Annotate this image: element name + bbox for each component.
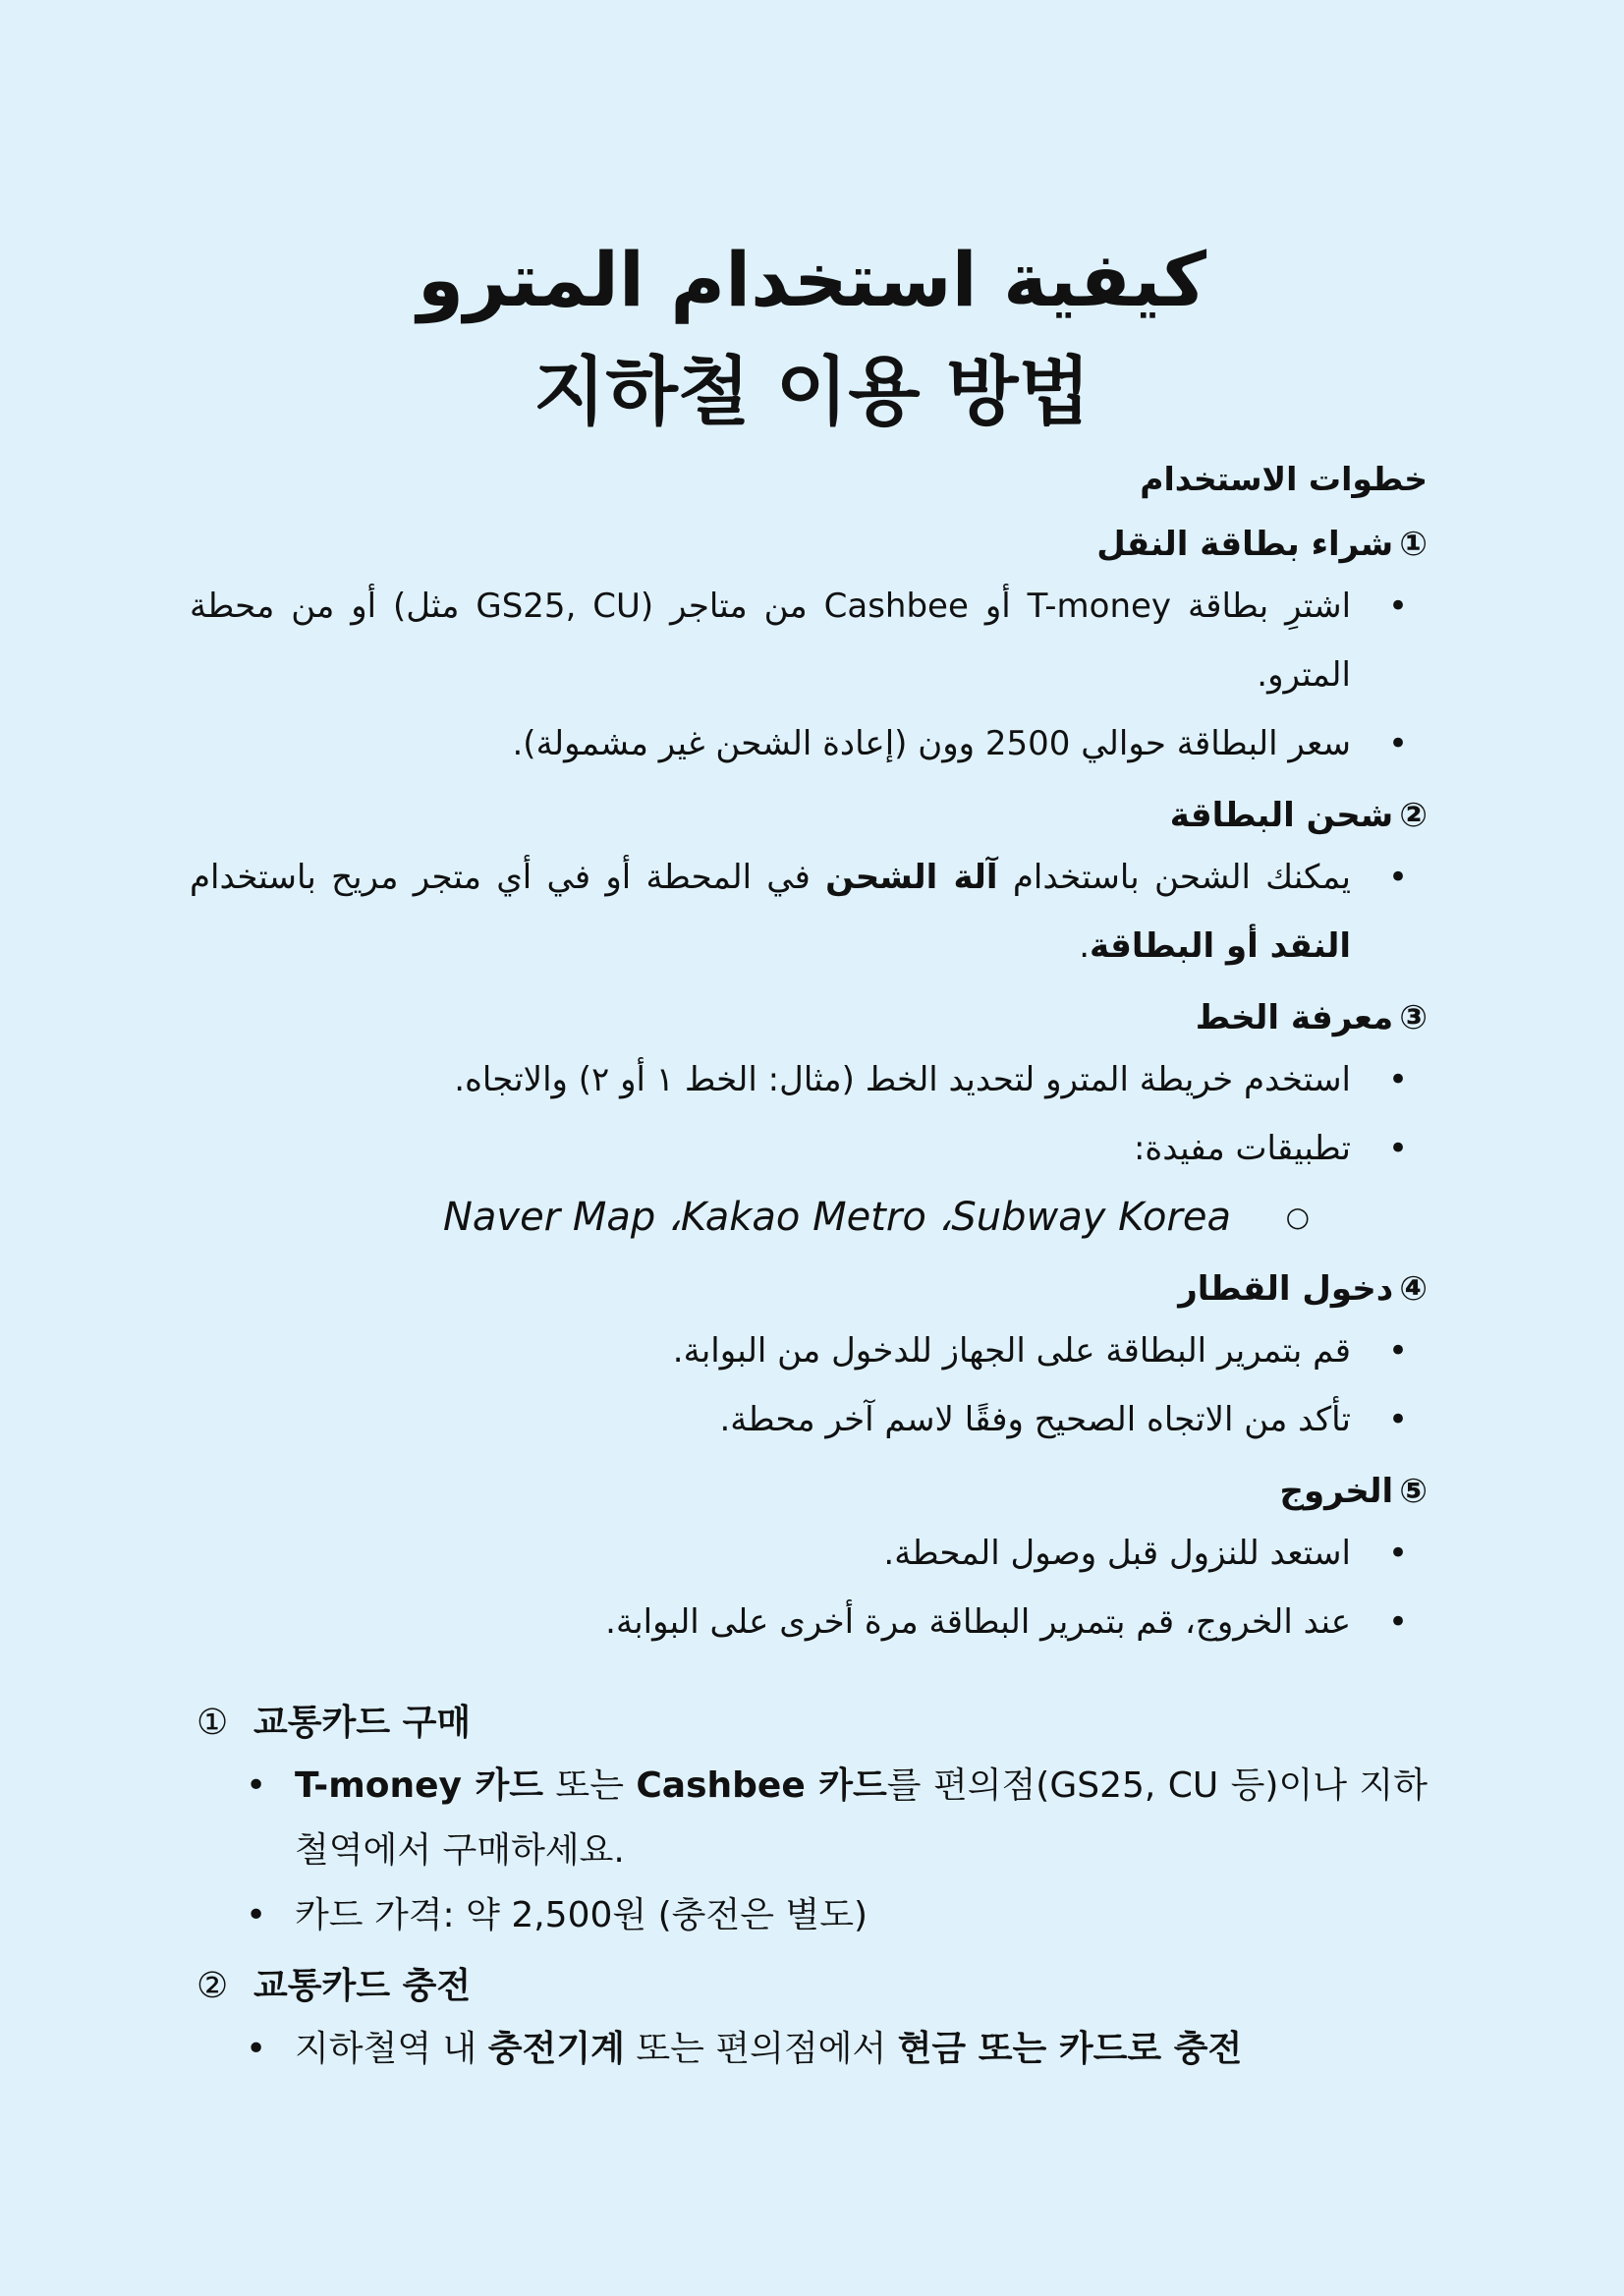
list-item: • تطبيقات مفيدة: <box>190 1114 1428 1183</box>
step-number: ① <box>1399 525 1428 564</box>
step-title-text: دخول القطار <box>1178 1269 1394 1309</box>
step-number: ③ <box>1399 998 1428 1037</box>
sub-list-item: ○ Naver Map ،Kakao Metro ،Subway Korea <box>190 1183 1428 1252</box>
list-item: • استعد للنزول قبل وصول المحطة. <box>190 1519 1428 1588</box>
step-title-text: شحن البطاقة <box>1169 796 1394 835</box>
list-item: • عند الخروج، قم بتمرير البطاقة مرة أخرى على البوابة. <box>190 1588 1428 1656</box>
bold-text-run: Cashbee 카드 <box>636 1765 887 1806</box>
bold-text-run: 현금 또는 카드로 충전 <box>897 2029 1243 2069</box>
title-korean: 지하철 이용 방법 <box>533 348 1091 435</box>
arabic-step-2-title <box>190 788 1428 843</box>
step-number: ④ <box>1399 1269 1428 1309</box>
step-number: ① <box>196 1703 229 1743</box>
arabic-step-5-bullets <box>190 1519 1428 1656</box>
step-number: ② <box>1399 796 1428 835</box>
step-title-text: 교통카드 충전 <box>253 1966 472 2006</box>
text-run: يمكنك الشحن باستخدام <box>997 858 1351 897</box>
arabic-step-4-title <box>190 1261 1428 1316</box>
arabic-steps-heading: خطوات الاستخدام <box>1140 460 1428 498</box>
arabic-step-3-bullets <box>190 1045 1428 1183</box>
list-item: • قم بتمرير البطاقة على الجهاز للدخول من البوابة. <box>190 1316 1428 1385</box>
text-run: في المحطة أو في أي متجر مريح باستخدام <box>190 858 826 897</box>
title-arabic: كيفية استخدام المترو <box>417 236 1207 323</box>
korean-step-1-bullets <box>196 1754 1428 1948</box>
step-title-text: معرفة الخط <box>1195 998 1394 1037</box>
list-item <box>196 2017 1428 2082</box>
list-item <box>190 843 1428 980</box>
bold-text-run: النقد أو البطاقة <box>1090 926 1351 966</box>
korean-step-2-title <box>196 1956 1428 2017</box>
arabic-step-3-sub-bullets <box>190 1183 1428 1252</box>
step-number: ② <box>196 1966 229 2006</box>
korean-step-1-title <box>196 1693 1428 1754</box>
list-item: • اشترِ بطاقة T-money أو Cashbee من متاجر (GS25, CU مثل) أو من محطة المترو. <box>190 572 1428 709</box>
arabic-section <box>190 452 1428 1656</box>
step-title-text: شراء بطاقة النقل <box>1096 525 1394 564</box>
text-run: 지하철역 내 <box>295 2029 488 2069</box>
title-block <box>0 221 1624 451</box>
arabic-step-1-title <box>190 517 1428 572</box>
bold-text-run: 충전기계 <box>487 2029 625 2069</box>
list-item: • 카드 가격: 약 2,500원 (충전은 별도) <box>196 1883 1428 1948</box>
step-title-text: الخروج <box>1279 1472 1394 1511</box>
bold-text-run: T-money 카드 <box>295 1765 544 1806</box>
arabic-step-3-title <box>190 990 1428 1045</box>
step-title-text: 교통카드 구매 <box>253 1703 472 1743</box>
text-run: 또는 편의점에서 <box>624 2029 898 2069</box>
step-number: ⑤ <box>1399 1472 1428 1511</box>
text-run: . <box>1079 926 1091 966</box>
korean-section <box>196 1685 1428 2082</box>
arabic-step-1-bullets <box>190 572 1428 778</box>
list-item: • سعر البطاقة حوالي 2500 وون (إعادة الشحن غير مشمولة). <box>190 709 1428 778</box>
text-run: 를 편의점(GS25, CU 등)이나 지하철역에서 구매하세요. <box>295 1765 1428 1871</box>
arabic-step-5-title <box>190 1464 1428 1519</box>
bold-text-run: آلة الشحن <box>825 858 998 897</box>
korean-step-2-bullets <box>196 2017 1428 2082</box>
list-item: • تأكد من الاتجاه الصحيح وفقًا لاسم آخر محطة. <box>190 1385 1428 1454</box>
text-run: 또는 <box>543 1765 637 1806</box>
list-item <box>196 1754 1428 1883</box>
arabic-step-4-bullets <box>190 1316 1428 1454</box>
arabic-step-2-bullets <box>190 843 1428 980</box>
list-item: • استخدم خريطة المترو لتحديد الخط (مثال: الخط ١ أو ٢) والاتجاه. <box>190 1045 1428 1114</box>
